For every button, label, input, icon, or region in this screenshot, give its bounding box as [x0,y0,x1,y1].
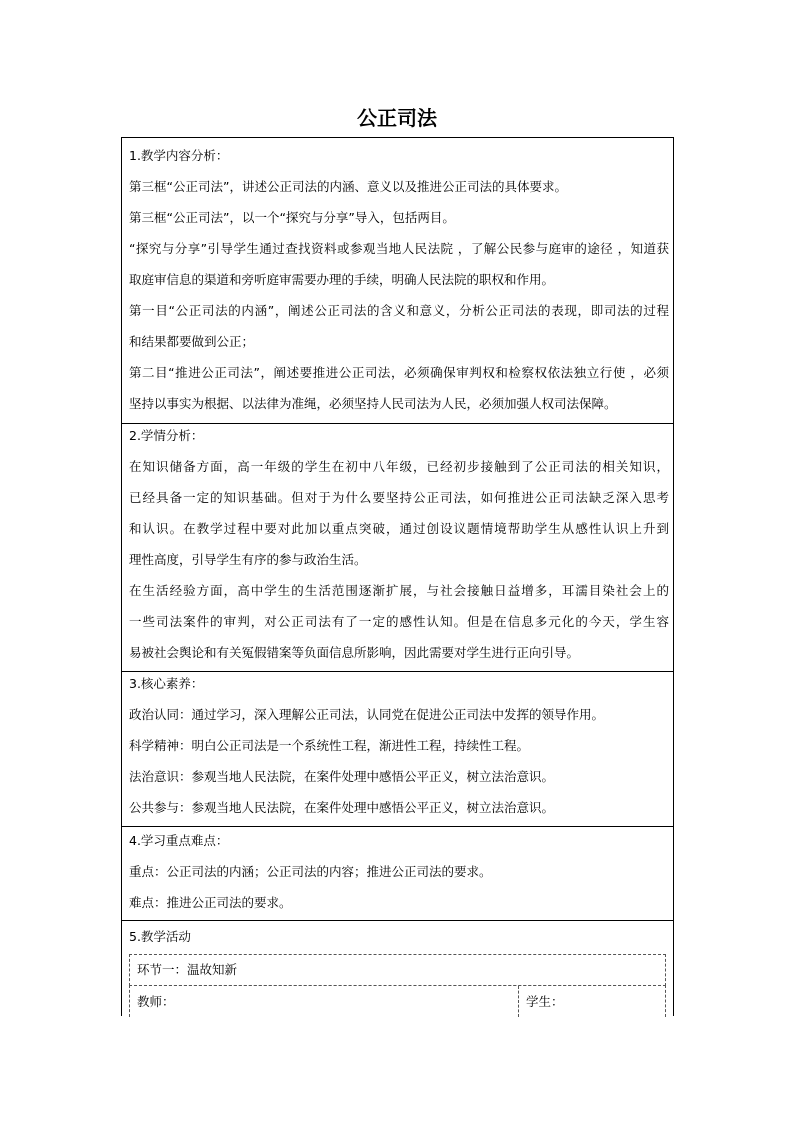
paragraph-line: 在知识储备方面，高一年级的学生在初中八年级，已经初步接触到了公正司法的相关知识， [129,459,669,474]
paragraph-line: 法治意识：参观当地人民法院，在案件处理中感悟公平正义，树立法治意识。 [129,769,555,784]
section-heading: 5.教学活动 [129,929,191,944]
paragraph-line: 和认识。在教学过程中要对此加以重点突破，通过创设议题情境帮助学生从感性认识上升到 [129,521,669,536]
page-title: 公正司法 [357,106,437,130]
section-heading: 3.核心素养： [129,676,204,691]
section-heading: 2.学情分析： [129,428,204,443]
section-content-analysis [122,138,673,424]
paragraph-line: 难点：推进公正司法的要求。 [129,895,292,910]
student-label: 学生： [526,994,564,1009]
paragraph-line: “探究与分享”引导学生通过查找资料或参观当地人民法院 ，了解公民参与庭审的途径 ，知道获 [129,241,669,256]
activity-step-label: 环节一：温故知新 [137,962,238,977]
section-core-competencies [122,672,673,827]
paragraph-line: 第二目“推进公正司法”，阐述要推进公正司法，必须确保审判权和检察权依法独立行使 ，必须 [129,365,669,380]
paragraph-line: 和结果都要做到公正； [129,334,255,349]
paragraph-line: 易被社会舆论和有关冤假错案等负面信息所影响，因此需要对学生进行正向引导。 [129,645,580,660]
paragraph-line: 第三框“公正司法”，讲述公正司法的内涵、意义以及推进公正司法的具体要求。 [129,179,567,194]
paragraph-line: 已经具备一定的知识基础。但对于为什么要坚持公正司法，如何推进公正司法缺乏深入思考 [129,490,669,505]
paragraph-line: 理性高度，引导学生有序的参与政治生活。 [129,552,367,567]
activity-roles-row [129,985,666,1017]
teacher-label: 教师： [137,994,175,1009]
paragraph-line: 在生活经验方面，高中学生的生活范围逐渐扩展，与社会接触日益增多，耳濡目染社会上的 [129,583,669,598]
section-heading: 1.教学内容分析： [129,148,229,163]
paragraph-line: 取庭审信息的渠道和旁听庭审需要办理的手续，明确人民法院的职权和作用。 [129,272,555,287]
paragraph-line: 第一目“公正司法的内涵”，阐述公正司法的含义和意义，分析公正司法的表现，即司法的过程 [129,303,669,318]
paragraph-line: 重点：公正司法的内涵；公正司法的内容；推进公正司法的要求。 [129,864,492,879]
paragraph-line: 公共参与：参观当地人民法院，在案件处理中感悟公平正义，树立法治意识。 [129,800,555,815]
paragraph-line: 第三框“公正司法”，以一个“探究与分享”导入，包括两目。 [129,210,455,225]
section-heading: 4.学习重点难点： [129,833,229,848]
section-student-analysis [122,424,673,672]
paragraph-line: 政治认同：通过学习，深入理解公正司法，认同党在促进公正司法中发挥的领导作用。 [129,707,605,722]
activity-step-row [129,954,666,986]
lesson-plan-table [121,137,674,1016]
section-key-points [122,827,673,921]
column-divider [518,986,519,1017]
section-teaching-activities [122,921,673,1017]
paragraph-line: 一些司法案件的审判，对公正司法有了一定的感性认知。但是在信息多元化的今天，学生容 [129,614,669,629]
paragraph-line: 科学精神：明白公正司法是一个系统性工程，渐进性工程，持续性工程。 [129,738,530,753]
paragraph-line: 坚持以事实为根据、以法律为准绳，必须坚持人民司法为人民，必须加强人权司法保障。 [129,396,617,411]
